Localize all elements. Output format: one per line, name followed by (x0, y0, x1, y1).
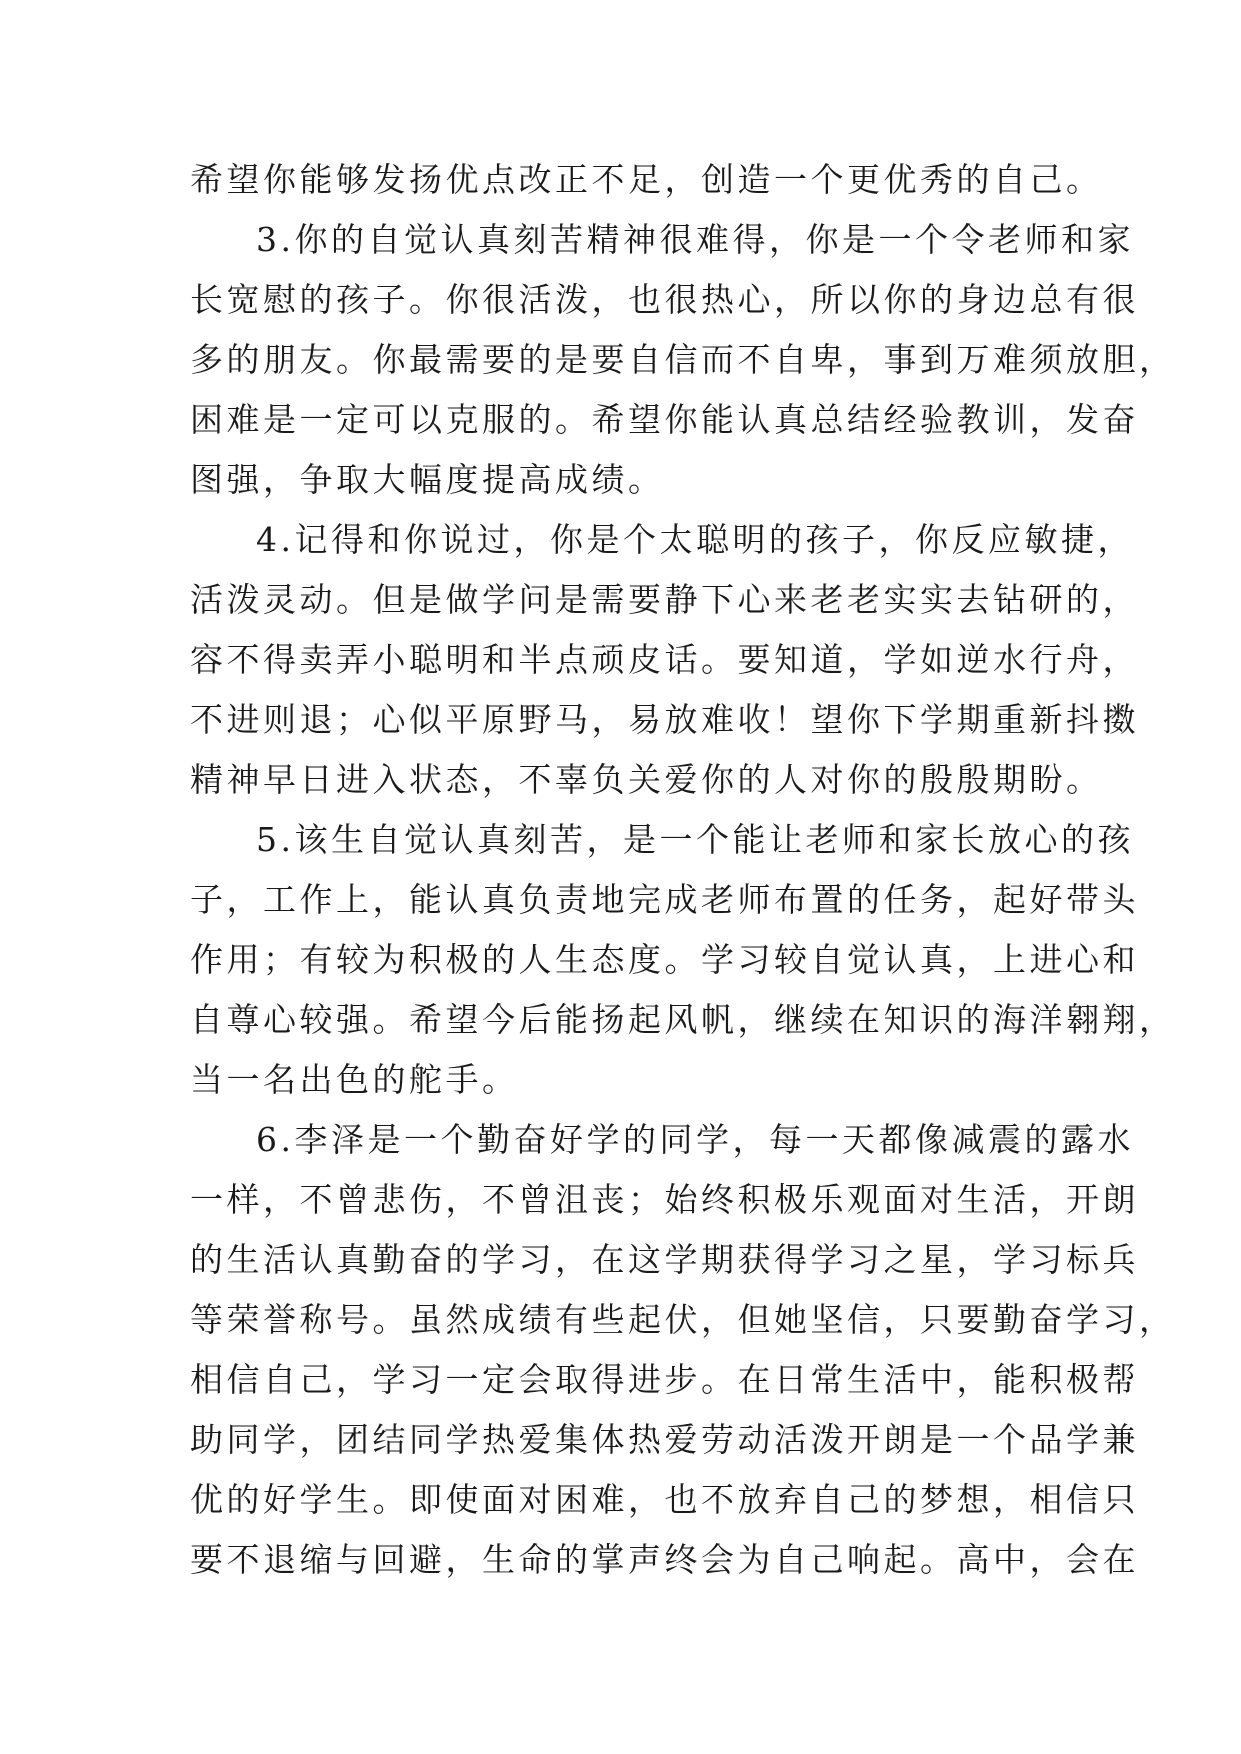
text-line: 优的好学生。即使面对困难，也不放弃自己的梦想，相信只 (190, 1480, 1139, 1519)
text-line: 多的朋友。你最需要的是要自信而不自卑，事到万难须放胆， (190, 340, 1176, 379)
text-line: 助同学，团结同学热爱集体热爱劳动活泼开朗是一个品学兼 (190, 1420, 1139, 1459)
text-line: 长宽慰的孩子。你很活泼，也很热心，所以你的身边总有很 (190, 280, 1139, 319)
document-body (190, 150, 1176, 1590)
text-line: 不进则退；心似平原野马，易放难收！望你下学期重新抖擞 (190, 700, 1139, 739)
text-line: 容不得卖弄小聪明和半点顽皮话。要知道，学如逆水行舟， (190, 640, 1139, 679)
text-line: 作用；有较为积极的人生态度。学习较自觉认真，上进心和 (190, 940, 1139, 979)
text-line: 精神早日进入状态，不辜负关爱你的人对你的殷殷期盼。 (190, 760, 1103, 799)
text-line: 图强，争取大幅度提高成绩。 (190, 460, 665, 499)
text-line: 等荣誉称号。虽然成绩有些起伏，但她坚信，只要勤奋学习， (190, 1300, 1176, 1339)
text-line: 一样，不曾悲伤，不曾沮丧；始终积极乐观面对生活，开朗 (190, 1180, 1139, 1219)
text-line: 活泼灵动。但是做学问是需要静下心来老老实实去钻研的， (190, 580, 1139, 619)
text-line: 困难是一定可以克服的。希望你能认真总结经验教训，发奋 (190, 400, 1139, 439)
text-line: 3.你的自觉认真刻苦精神很难得，你是一个令老师和家 (256, 220, 1134, 259)
text-line: 的生活认真勤奋的学习，在这学期获得学习之星，学习标兵 (190, 1240, 1139, 1279)
text-line: 希望你能够发扬优点改正不足，创造一个更优秀的自己。 (190, 160, 1103, 199)
text-line: 当一名出色的舵手。 (190, 1060, 519, 1099)
text-line: 6.李泽是一个勤奋好学的同学，每一天都像减震的露水 (256, 1120, 1134, 1159)
text-line: 4.记得和你说过，你是个太聪明的孩子，你反应敏捷， (256, 520, 1134, 559)
text-line: 相信自己，学习一定会取得进步。在日常生活中，能积极帮 (190, 1360, 1139, 1399)
text-line: 5.该生自觉认真刻苦，是一个能让老师和家长放心的孩 (256, 820, 1134, 859)
text-line: 子，工作上，能认真负责地完成老师布置的任务，起好带头 (190, 880, 1139, 919)
text-line: 自尊心较强。希望今后能扬起风帆，继续在知识的海洋翱翔， (190, 1000, 1176, 1039)
text-line: 要不退缩与回避，生命的掌声终会为自己响起。高中，会在 (190, 1540, 1139, 1579)
